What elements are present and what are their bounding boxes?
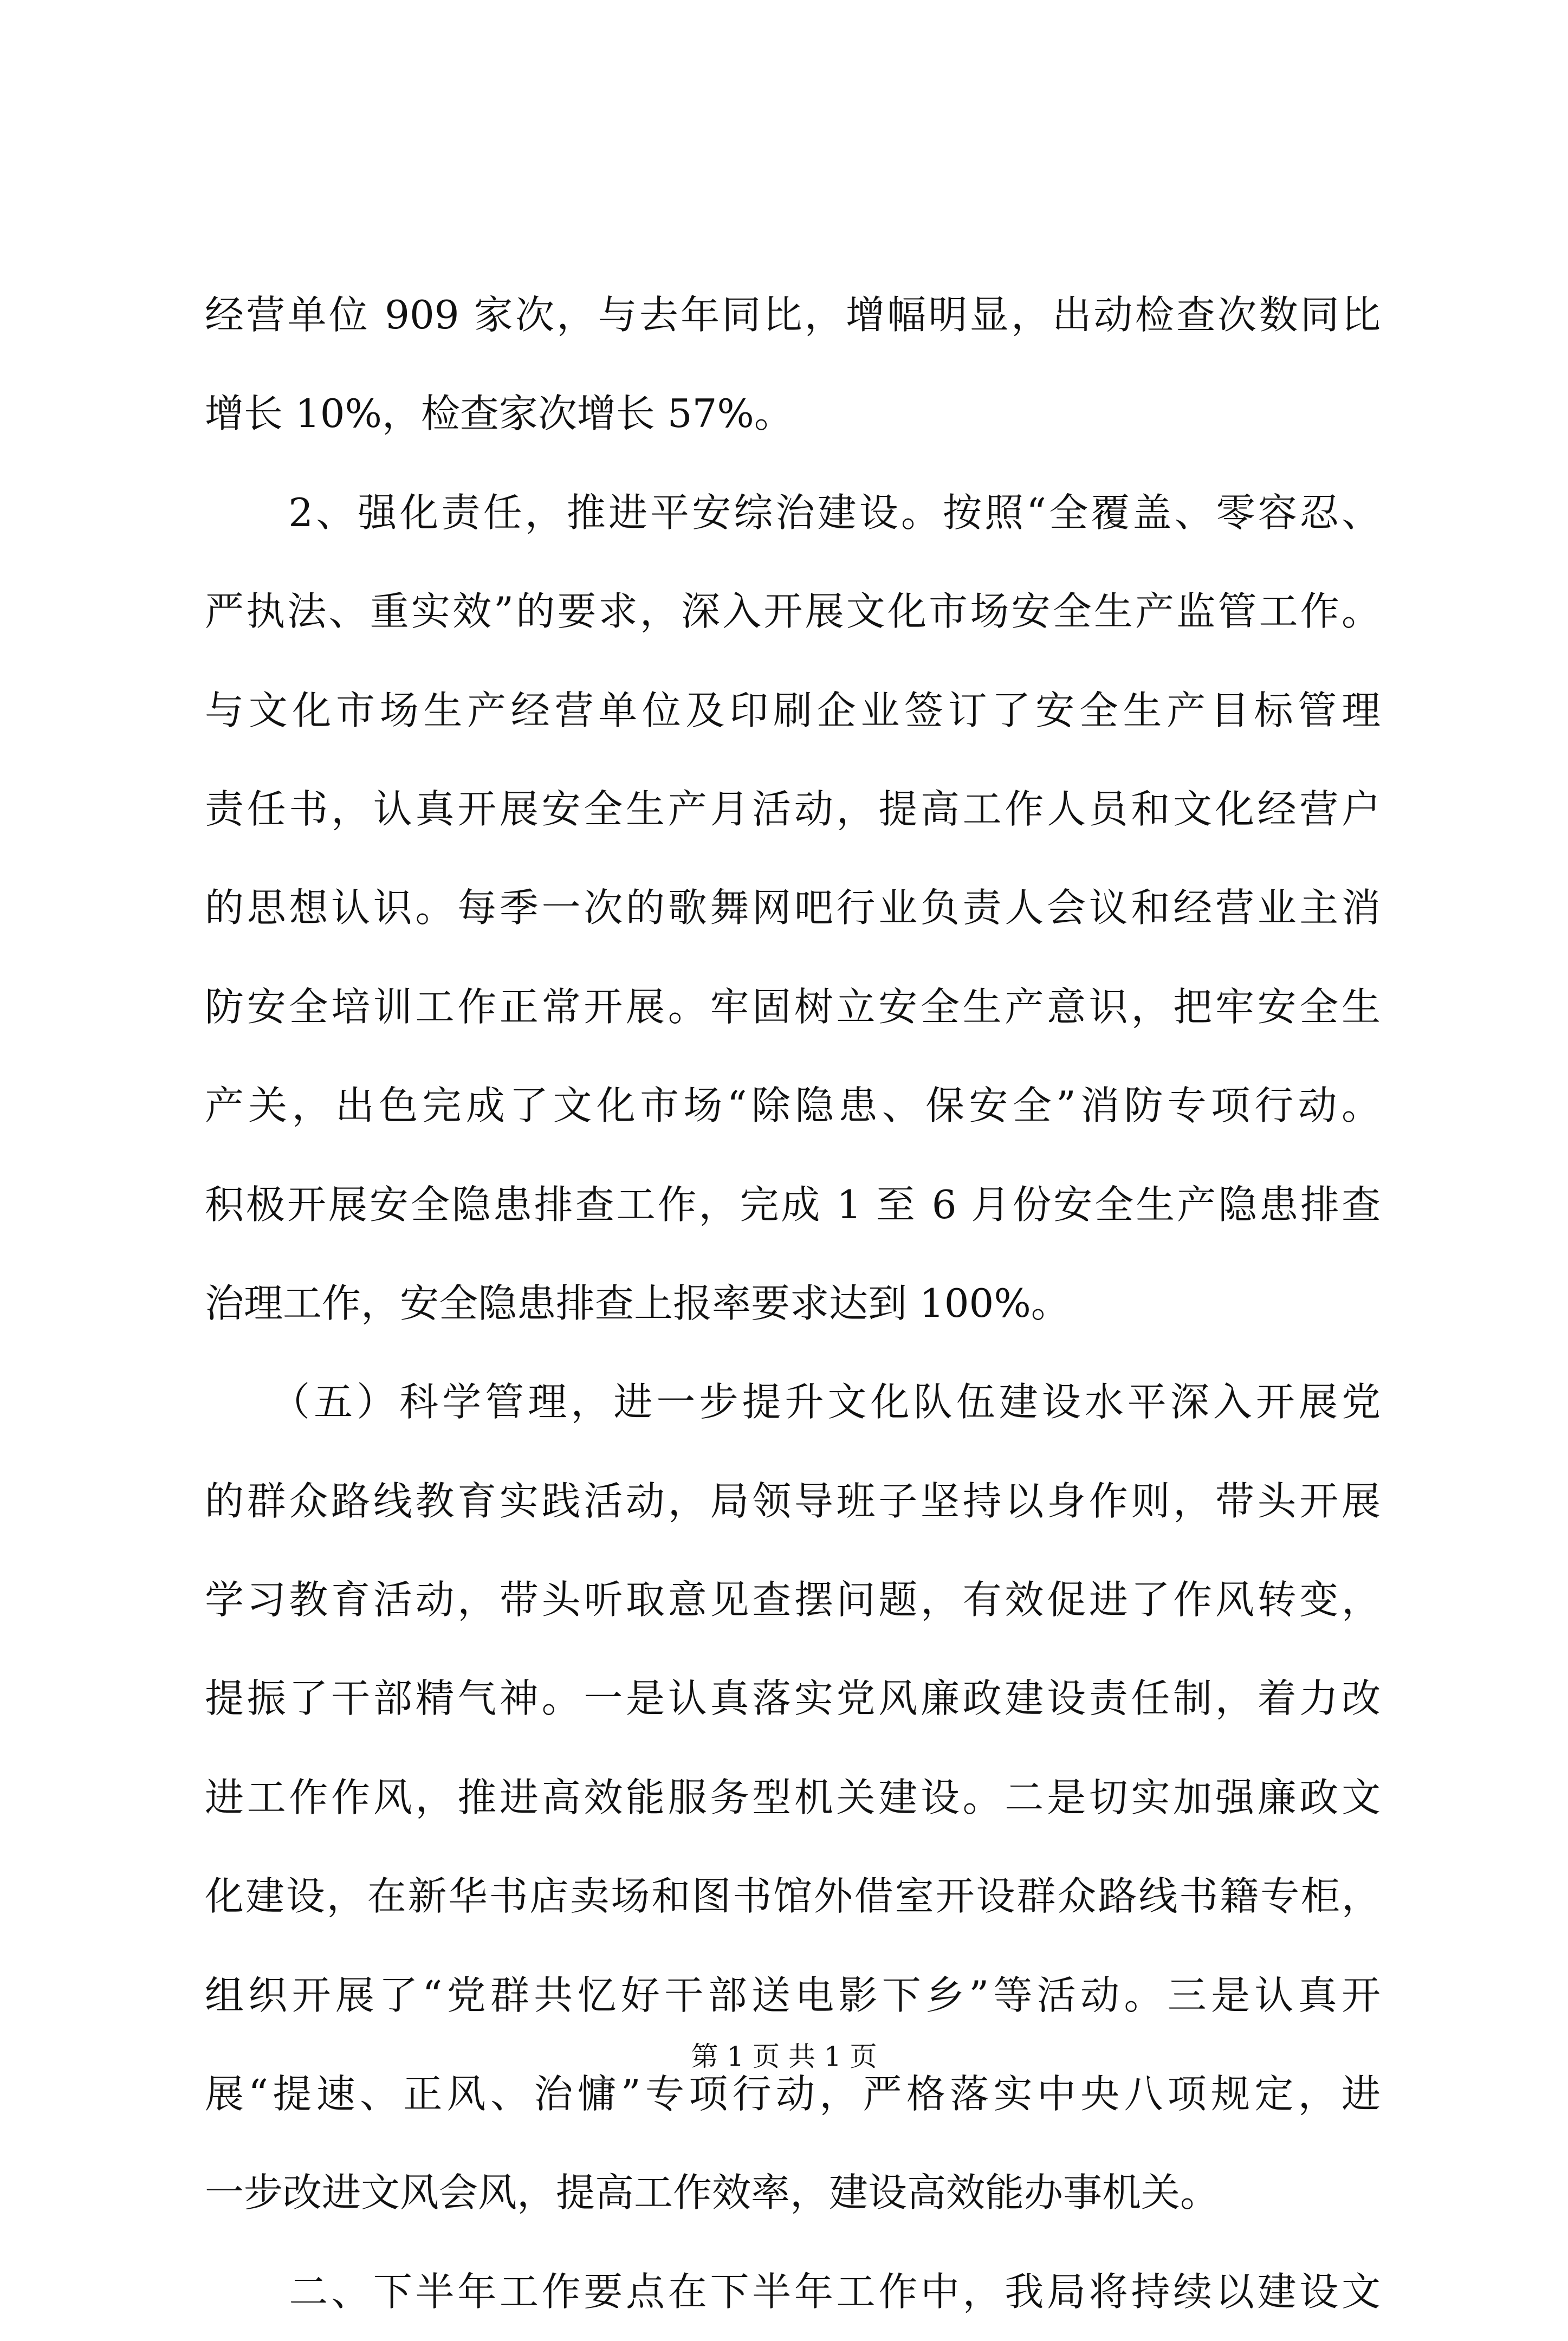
text-line: 产关，出色完成了文化市场“除隐患、保安全”消防专项行动。 [205,1083,1381,1129]
text-line: 积极开展安全隐患排查工作，完成 1 至 6 月份安全生产隐患排查 [205,1181,1381,1227]
text-line: 提振了干部精气神。一是认真落实党风廉政建设责任制，着力改 [205,1676,1381,1722]
text-line: 严执法、重实效”的要求，深入开展文化市场安全生产监管工作。 [205,589,1381,635]
text-line: 一步改进文风会风，提高工作效率，建设高效能办事机关。 [205,2170,1220,2216]
text-line: 责任书，认真开展安全生产月活动，提高工作人员和文化经营户 [205,786,1381,832]
text-line: 增长 10%，检查家次增长 57%。 [205,391,793,437]
page-footer: 第 1 页 共 1 页 [691,2041,877,2072]
text-line: 组织开展了“党群共忆好干部送电影下乡”等活动。三是认真开 [205,1972,1381,2018]
text-line: 防安全培训工作正常开展。牢固树立安全生产意识，把牢安全生 [205,984,1381,1030]
text-line: 2、强化责任，推进平安综治建设。按照“全覆盖、零容忍、 [205,489,1381,535]
text-line: 的思想认识。每季一次的歌舞网吧行业负责人会议和经营业主消 [205,885,1381,931]
text-line: 经营单位 909 家次，与去年同比，增幅明显，出动检查次数同比 [205,292,1381,338]
text-line: 进工作作风，推进高效能服务型机关建设。二是切实加强廉政文 [205,1774,1381,1820]
text-line: 二、下半年工作要点在下半年工作中，我局将持续以建设文 [205,2268,1381,2314]
text-line: 的群众路线教育实践活动，局领导班子坚持以身作则，带头开展 [205,1478,1381,1524]
text-line: （五）科学管理，进一步提升文化队伍建设水平深入开展党 [205,1379,1381,1425]
text-line: 学习教育活动，带头听取意见查摆问题，有效促进了作风转变， [205,1577,1381,1623]
text-line: 治理工作，安全隐患排查上报率要求达到 100%。 [205,1280,1070,1326]
text-line: 与文化市场生产经营单位及印刷企业签订了安全生产目标管理 [205,687,1381,733]
text-line: 展“提速、正风、治慵”专项行动，严格落实中央八项规定，进 [205,2071,1381,2117]
text-line: 化建设，在新华书店卖场和图书馆外借室开设群众路线书籍专柜， [205,1873,1381,1919]
document-body [205,266,1381,2341]
